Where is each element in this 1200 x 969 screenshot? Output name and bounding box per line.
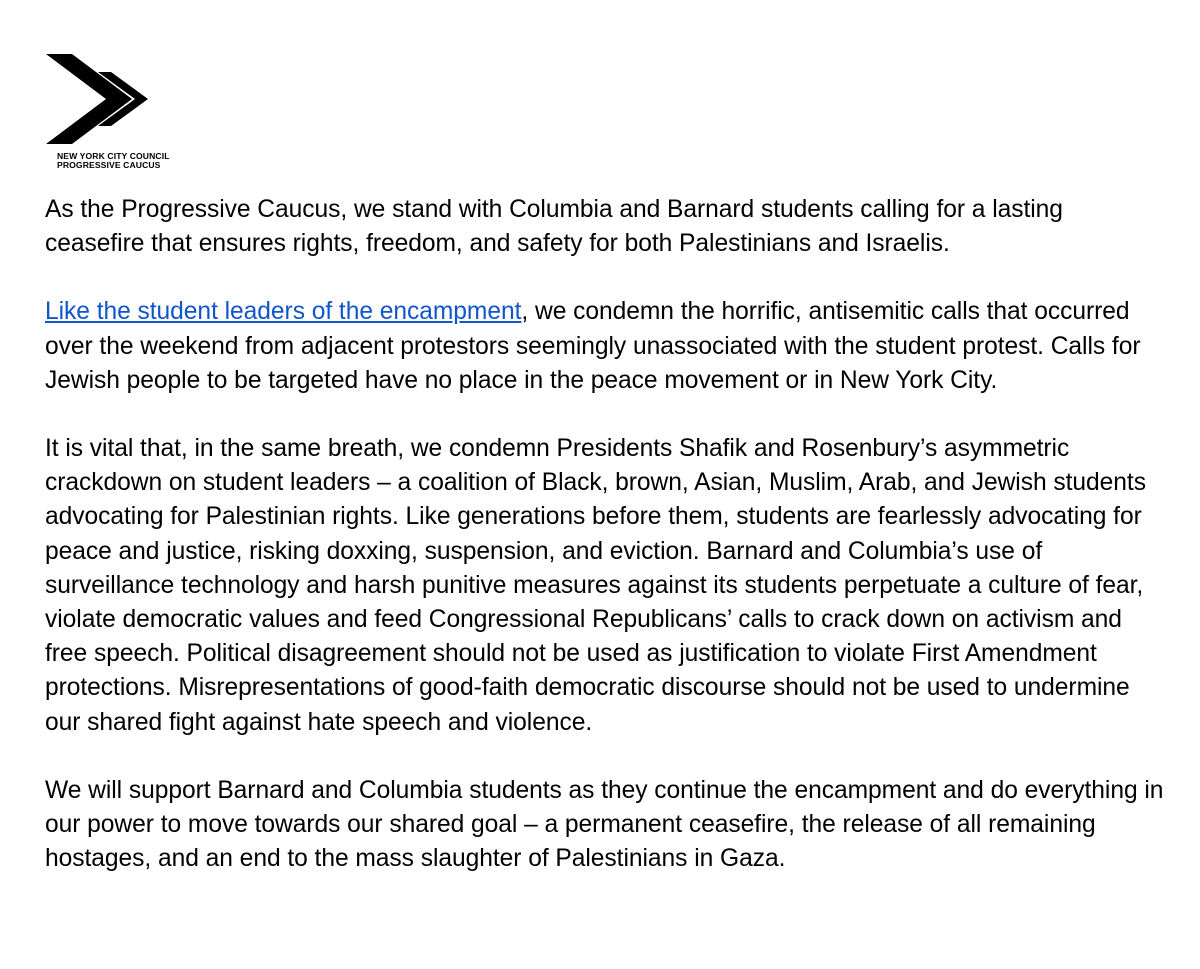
paragraph-2 xyxy=(45,295,1165,398)
logo-text-line2: PROGRESSIVE CAUCUS xyxy=(57,160,161,170)
paragraph-4 xyxy=(45,774,1165,877)
paragraph-3 xyxy=(45,432,1165,740)
statement-body xyxy=(45,193,1165,910)
paragraph-1 xyxy=(45,193,1165,261)
double-chevron-right-icon xyxy=(44,52,168,146)
paragraph-2-text: , we condemn the horrific, antisemitic calls that occurred over the weekend from adjacent protestors seemingly unassociated with the student protest. Calls for Jewish people to be targeted have no place in the peace movement or in New York City. xyxy=(45,298,1141,394)
caucus-logo xyxy=(44,52,174,170)
paragraph-4-text: We will support Barnard and Columbia students as they continue the encampment and do everything in our power to move towards our shared goal – a permanent ceasefire, the release of all remaining hostages, and an end to the mass slaughter of Palestinians in Gaza. xyxy=(45,776,1164,873)
student-leaders-link[interactable]: Like the student leaders of the encampment xyxy=(45,298,522,326)
logo-text-line1: NEW YORK CITY COUNCIL xyxy=(57,151,170,161)
paragraph-1-text: As the Progressive Caucus, we stand with Columbia and Barnard students calling for a lasting ceasefire that ensures rights, freedom, and safety for both Palestinians and Israelis. xyxy=(45,196,1063,258)
paragraph-3-text: It is vital that, in the same breath, we condemn Presidents Shafik and Rosenbury’s asymmetric crackdown on student leaders – a coalition of Black, brown, Asian, Muslim, Arab, and Jewish students advocating for Palestinian rights. Like generations before them, students are fearlessly advocating for peace and justice, risking doxxing, suspension, and eviction. Barnard and Columbia’s use of surveillance technology and harsh punitive measures against its students perpetuate a culture of fear, violate democratic values and feed Congressional Republicans’ calls to crack down on activism and free speech. Political disagreement should not be used as justification to violate First Amendment protections. Misrepresentations of good-faith democratic discourse should not be used to undermine our shared fight against hate speech and violence. xyxy=(45,435,1146,736)
